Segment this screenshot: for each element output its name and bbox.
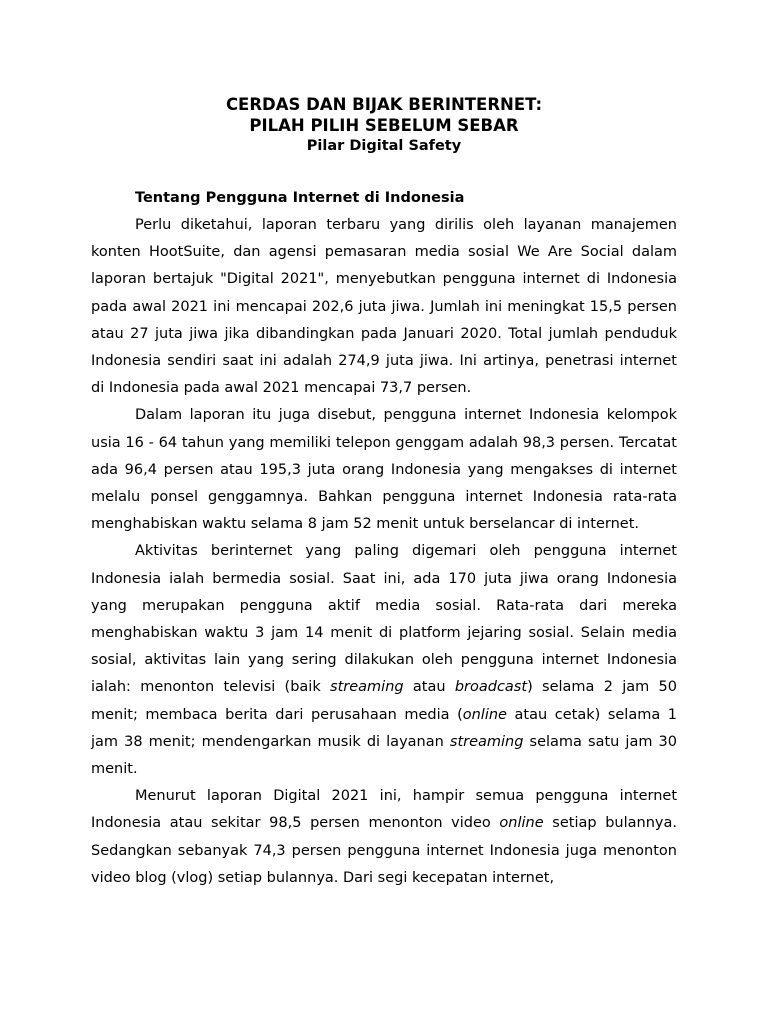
paragraph-2: Dalam laporan itu juga disebut, pengguna internet Indonesia kelompok usia 16 - 64 tahun yang memiliki telepon genggam adalah 98,3 persen. Tercatat ada 96,4 persen atau 195,3 juta orang Indonesia yang mengakses di internet melalu ponsel genggamnya. Bahkan pengguna internet Indonesia rata-rata menghabiskan waktu selama 8 jam 52 menit untuk berselancar di internet. <box>91 407 677 533</box>
paragraph-4-text-1: Menurut laporan Digital 2021 ini, hampir semua pengguna internet Indonesia atau sekitar 98,5 persen menonton video <box>91 788 677 832</box>
paragraph-4-italic-1: online <box>499 815 544 832</box>
paragraph-4-text-2: setiap bulannya. Sedangkan sebanyak 74,3 persen pengguna internet Indonesia juga menonton video blog (vlog) setiap bulannya. Dari segi kecepatan internet, <box>91 815 677 886</box>
document-body <box>91 187 677 892</box>
paragraph-3-italic-4: streaming <box>449 733 524 750</box>
paragraph-3-italic-3: online <box>462 706 507 723</box>
document-title-line-1: CERDAS DAN BIJAK BERINTERNET: <box>225 95 543 114</box>
paragraph-3-italic-1: streaming <box>330 679 404 696</box>
paragraph-4 <box>91 783 677 892</box>
title-block <box>91 94 677 155</box>
paragraph-3-text-1: Aktivitas berinternet yang paling digemari oleh pengguna internet Indonesia ialah bermedia sosial. Saat ini, ada 170 juta jiwa orang Indonesia yang merupakan pengguna aktif media sosial. Rata-rata dari mereka menghabiskan waktu 3 jam 14 menit di platform jejaring sosial. Selain media sosial, aktivitas lain yang sering dilakukan oleh pengguna internet Indonesia ialah: menonton televisi (baik <box>91 543 677 696</box>
document-title-line-2: PILAH PILIH SEBELUM SEBAR <box>249 116 519 135</box>
paragraph-3-text-4: atau cetak) selama 1 jam 38 menit; mendengarkan musik di layanan <box>91 706 677 750</box>
paragraph-1: Perlu diketahui, laporan terbaru yang dirilis oleh layanan manajemen konten HootSuite, dan agensi pemasaran media sosial We Are Social dalam laporan bertajuk "Digital 2021", menyebutkan pengguna internet di Indonesia pada awal 2021 ini mencapai 202,6 juta jiwa. Jumlah ini meningkat 15,5 persen atau 27 juta jiwa jika dibandingkan pada Januari 2020. Total jumlah penduduk Indonesia sendiri saat ini adalah 274,9 juta jiwa. Ini artinya, penetrasi internet di Indonesia pada awal 2021 mencapai 73,7 persen. <box>91 217 677 397</box>
document-subtitle: Pilar Digital Safety <box>306 138 462 154</box>
section-heading: Tentang Pengguna Internet di Indonesia <box>135 190 465 206</box>
paragraph-3-italic-2: broadcast <box>454 679 528 696</box>
paragraph-3 <box>91 538 677 783</box>
paragraph-3-text-5: selama satu jam 30 menit. <box>91 733 677 778</box>
paragraph-3-text-3: ) selama 2 jam 50 menit; membaca berita dari perusahaan media ( <box>91 679 677 723</box>
paragraph-3-text-2: atau <box>403 679 455 696</box>
